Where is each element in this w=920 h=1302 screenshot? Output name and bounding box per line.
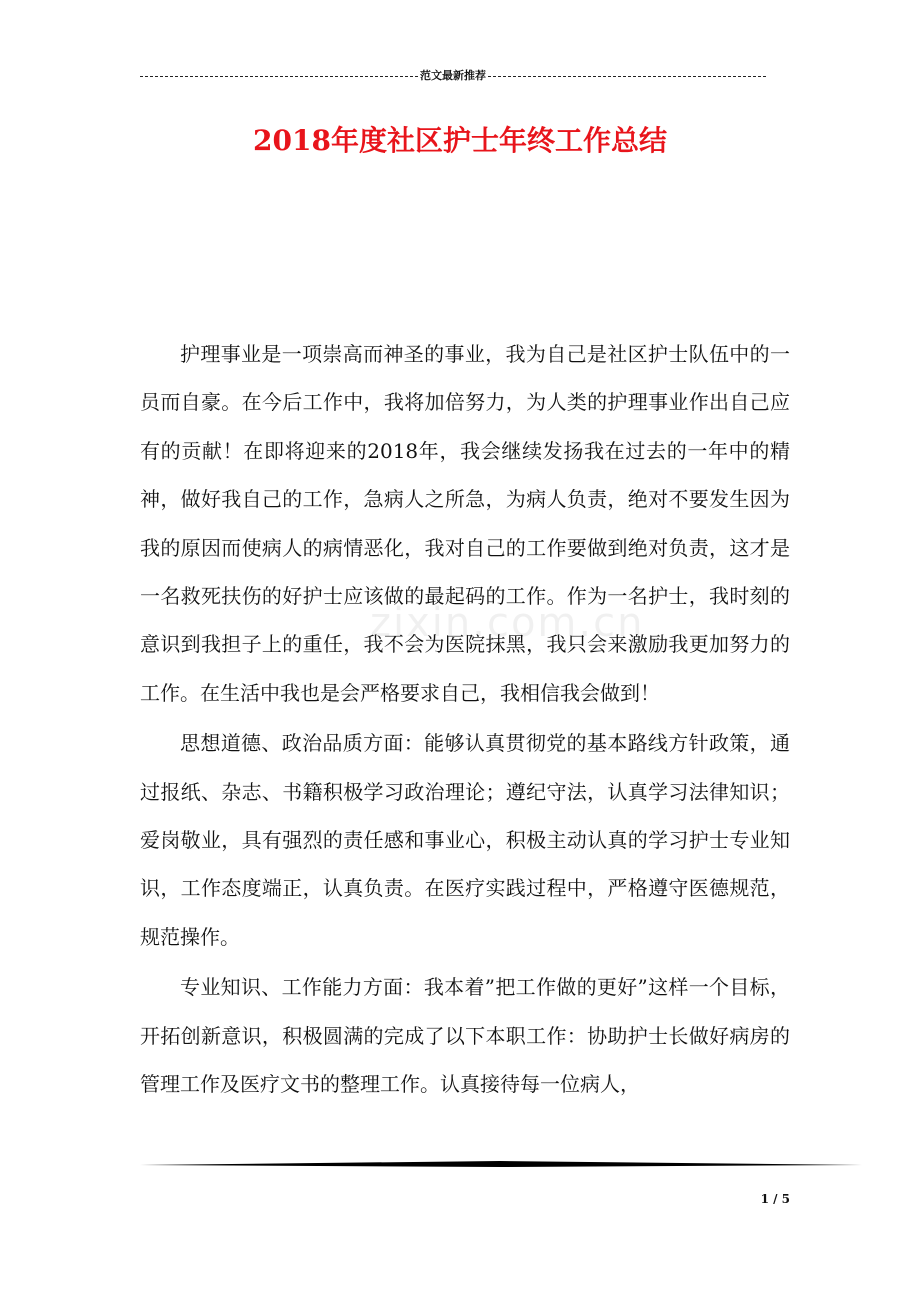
watermark: zixin.com.cn [370, 600, 645, 646]
paragraph-2: 思想道德、政治品质方面：能够认真贯彻党的基本路线方针政策，通过报纸、杂志、书籍积极学习政治理论；遵纪守法，认真学习法律知识；爱岗敬业，具有强烈的责任感和事业心，积极主动认真的学习护士专业知识，工作态度端正，认真负责。在医疗实践过程中，严格遵守医德规范，规范操作。 [140, 731, 790, 949]
header-dash-right [488, 76, 766, 77]
header-banner [140, 68, 766, 84]
footer-rule [140, 1160, 862, 1168]
paragraph-1: 护理事业是一项崇高而神圣的事业，我为自己是社区护士队伍中的一员而自豪。在今后工作中，我将加倍努力，为人类的护理事业作出自己应有的贡献！在即将迎来的2018年，我会继续发扬我在过去的一年中的精神，做好我自己的工作，急病人之所急，为病人负责，绝对不要发生因为我的原因而使病人的病情恶化，我对自己的工作要做到绝对负责，这才是一名救死扶伤的好护士应该做的最起码的工作。作为一名护士，我时刻的意识到我担子上的重任，我不会为医院抹黑，我只会来激励我更加努力的工作。在生活中我也是会严格要求自己，我相信我会做到！ [140, 342, 790, 705]
document-title: 2018年度社区护士年终工作总结 [253, 124, 667, 157]
page-number: 1 / 5 [760, 1192, 790, 1206]
header-dash-left [140, 76, 418, 77]
header-label: 范文最新推荐 [420, 69, 486, 82]
paragraph-3: 专业知识、工作能力方面：我本着”把工作做的更好”这样一个目标，开拓创新意识，积极圆满的完成了以下本职工作：协助护士长做好病房的管理工作及医疗文书的整理工作。认真接待每一位病人， [140, 975, 790, 1097]
document-body [140, 330, 790, 1111]
